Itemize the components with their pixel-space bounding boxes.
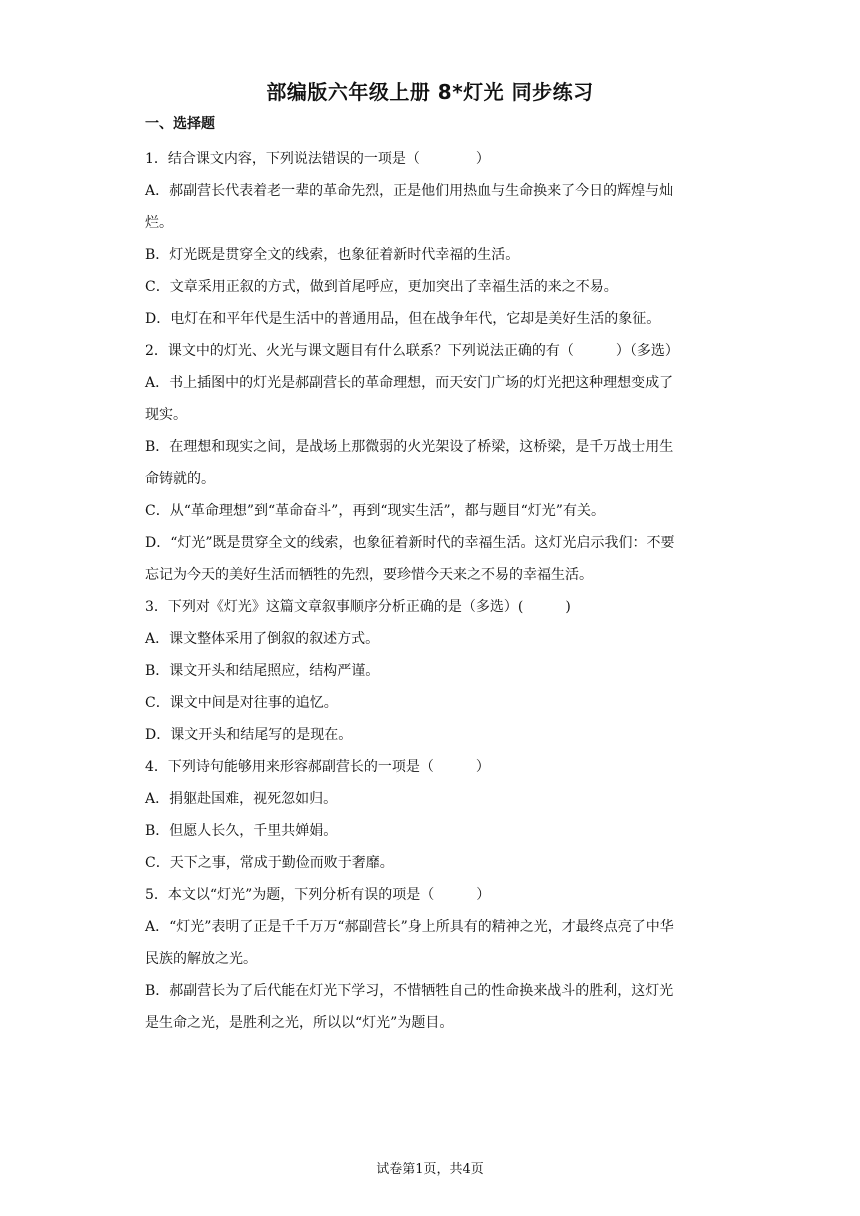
- option-c: C．天下之事，常成于勤俭而败于奢靡。: [145, 855, 394, 871]
- option-line: B．郝副营长为了后代能在灯光下学习，不惜牺牲自己的性命换来战斗的胜利，这灯光: [145, 983, 674, 999]
- question-5: [145, 885, 717, 1033]
- option-b: B．课文开头和结尾照应，结构严谨。: [145, 663, 380, 679]
- option-line: D．“灯光”既是贯穿全文的线索，也象征着新时代的幸福生活。这灯光启示我们：不要: [145, 535, 675, 551]
- page-footer: 试卷第1页，共4页: [376, 1162, 484, 1177]
- option-line: B．在理想和现实之间，是战场上那微弱的火光架设了桥梁，这桥梁，是千万战士用生: [145, 439, 674, 455]
- option-d: [145, 533, 717, 585]
- option-c: C．课文中间是对往事的追忆。: [145, 695, 338, 711]
- option-line: 烂。: [145, 215, 173, 231]
- question-2: [145, 341, 717, 585]
- option-line: A．郝副营长代表着老一辈的革命先烈，正是他们用热血与生命换来了今日的辉煌与灿: [145, 183, 674, 199]
- option-a: A．课文整体采用了倒叙的叙述方式。: [145, 631, 380, 647]
- option-a: A．捐躯赴国难，视死忽如归。: [145, 791, 338, 807]
- question-stem: 2．课文中的灯光、火光与课文题目有什么联系？下列说法正确的有（ ）（多选）: [145, 343, 679, 359]
- option-a: [145, 373, 717, 425]
- option-a: [145, 181, 717, 233]
- option-c: C．从“革命理想”到“革命奋斗”，再到“现实生活”，都与题目“灯光”有关。: [145, 503, 605, 519]
- option-d: D．电灯在和平年代是生活中的普通用品，但在战争年代，它却是美好生活的象征。: [145, 311, 661, 327]
- option-line: 忘记为今天的美好生活而牺牲的先烈，要珍惜今天来之不易的幸福生活。: [145, 567, 593, 583]
- option-line: 命铸就的。: [145, 471, 215, 487]
- question-3: [145, 597, 717, 745]
- option-b: [145, 981, 717, 1033]
- option-a: [145, 917, 717, 969]
- option-line: A．“灯光”表明了正是千千万万“郝副营长”身上所具有的精神之光，才最终点亮了中华: [145, 919, 674, 935]
- option-b: B．灯光既是贯穿全文的线索，也象征着新时代幸福的生活。: [145, 247, 520, 263]
- option-c: C．文章采用正叙的方式，做到首尾呼应，更加突出了幸福生活的来之不易。: [145, 279, 618, 295]
- option-line: 民族的解放之光。: [145, 951, 257, 967]
- question-stem: 1．结合课文内容，下列说法错误的一项是（ ）: [145, 151, 490, 167]
- page-title: 部编版六年级上册 8*灯光 同步练习: [266, 80, 594, 104]
- section-heading: 一、选择题: [145, 116, 215, 132]
- question-list: [145, 140, 717, 1045]
- question-stem: 5．本文以“灯光”为题，下列分析有误的项是（ ）: [145, 887, 491, 903]
- question-stem: 4．下列诗句能够用来形容郝副营长的一项是（ ）: [145, 759, 490, 775]
- option-d: D．课文开头和结尾写的是现在。: [145, 727, 353, 743]
- option-line: 现实。: [145, 407, 187, 423]
- question-stem: 3．下列对《灯光》这篇文章叙事顺序分析正确的是（多选）( ): [145, 599, 571, 615]
- question-4: [145, 757, 717, 873]
- option-b: [145, 437, 717, 489]
- option-b: B．但愿人长久，千里共婵娟。: [145, 823, 338, 839]
- option-line: A．书上插图中的灯光是郝副营长的革命理想，而天安门广场的灯光把这种理想变成了: [145, 375, 674, 391]
- option-line: 是生命之光，是胜利之光，所以以“灯光”为题目。: [145, 1015, 454, 1031]
- question-1: [145, 149, 717, 329]
